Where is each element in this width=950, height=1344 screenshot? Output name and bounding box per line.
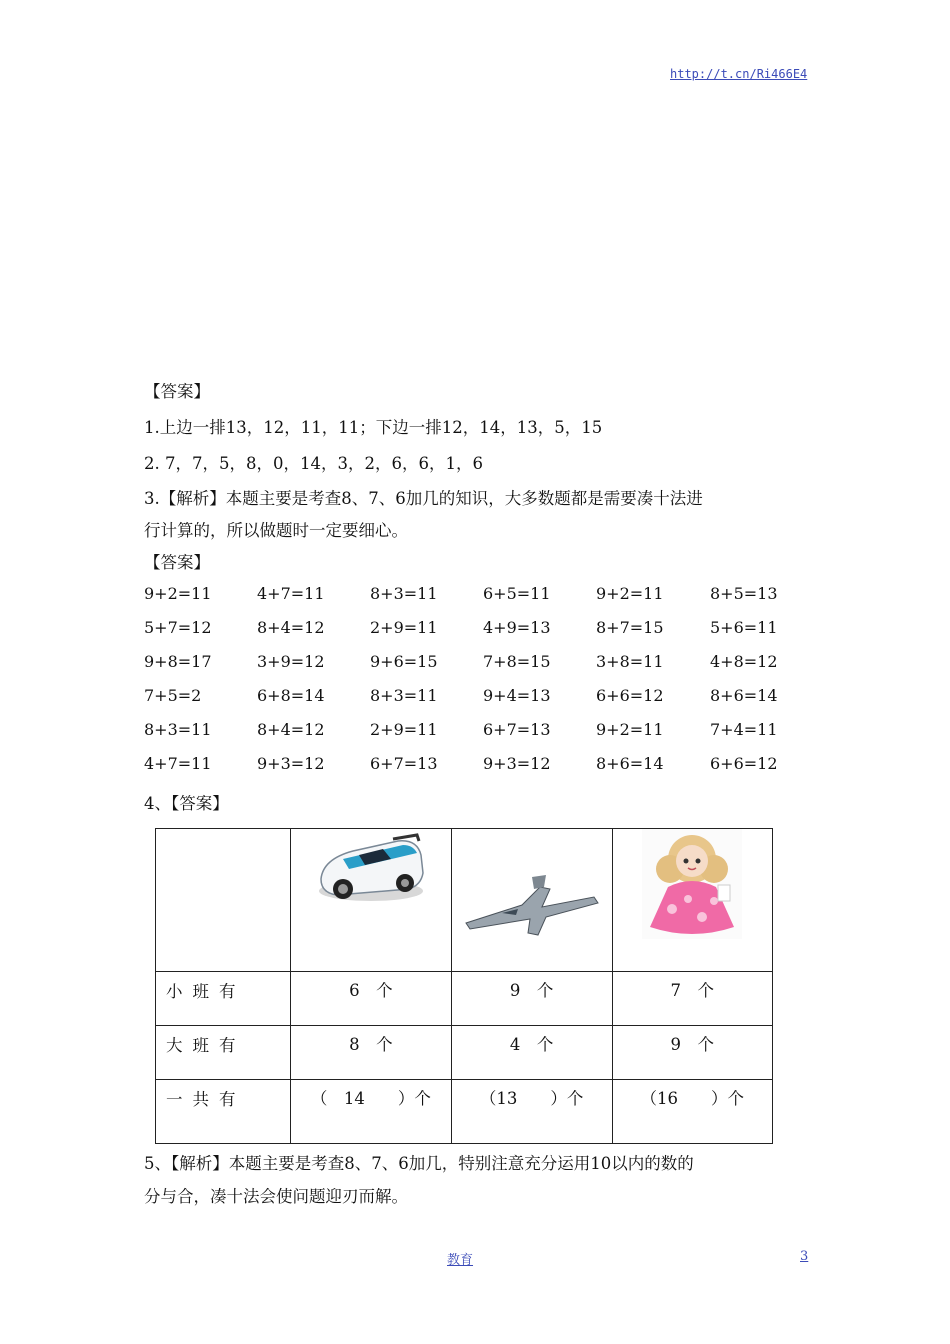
- answer-q5-line2: 分与合，凑十法会使问题迎刃而解。: [144, 1187, 408, 1206]
- equation: 4+7=11: [257, 584, 325, 603]
- row-label: 一共有: [156, 1080, 291, 1144]
- equation: 4+7=11: [144, 754, 212, 773]
- equation: 2+9=11: [370, 720, 438, 739]
- equation: 7+4=11: [710, 720, 778, 739]
- table-image-cell: [291, 829, 452, 972]
- equation-row: [144, 618, 824, 652]
- count-cell: 6 个: [291, 972, 452, 1026]
- equation-row: [144, 652, 824, 686]
- equation: 6+5=11: [483, 584, 551, 603]
- table-corner-cell: [156, 829, 291, 972]
- table-image-cell: [612, 829, 772, 972]
- equation-row: [144, 754, 824, 788]
- total-cell: （ 14 ）个: [291, 1080, 452, 1144]
- equation: 6+7=13: [370, 754, 438, 773]
- count-cell: 4 个: [451, 1026, 612, 1080]
- equation: 8+3=11: [370, 686, 438, 705]
- equation-row: [144, 686, 824, 720]
- equation: 9+2=11: [596, 720, 664, 739]
- equation: 8+5=13: [710, 584, 778, 603]
- equation: 3+9=12: [257, 652, 325, 671]
- equation: 3+8=11: [596, 652, 664, 671]
- equation: 8+3=11: [144, 720, 212, 739]
- equation: 9+2=11: [144, 584, 212, 603]
- equation: 4+9=13: [483, 618, 551, 637]
- answer-q1: 1.上边一排13，12，11，11；下边一排12，14，13，5，15: [144, 418, 603, 437]
- table-header-row: [156, 829, 773, 972]
- count-cell: 8 个: [291, 1026, 452, 1080]
- equation: 6+6=12: [596, 686, 664, 705]
- equation: 8+4=12: [257, 720, 325, 739]
- footer-page-number[interactable]: 3: [800, 1249, 809, 1264]
- fighter-jet-icon: [462, 851, 602, 941]
- equation: 9+3=12: [483, 754, 551, 773]
- answer-heading: 【答案】: [144, 382, 210, 401]
- equation: 9+3=12: [257, 754, 325, 773]
- count-cell: 7 个: [612, 972, 772, 1026]
- equation: 7+8=15: [483, 652, 551, 671]
- count-cell: 9 个: [612, 1026, 772, 1080]
- equation: 8+7=15: [596, 618, 664, 637]
- equation: 8+6=14: [596, 754, 664, 773]
- equation: 9+6=15: [370, 652, 438, 671]
- answer-q4-heading: 4、【答案】: [144, 794, 229, 813]
- race-car-icon: [313, 829, 428, 909]
- equation: 8+4=12: [257, 618, 325, 637]
- row-label: 大班有: [156, 1026, 291, 1080]
- equation: 9+4=13: [483, 686, 551, 705]
- count-cell: 9 个: [451, 972, 612, 1026]
- row-label: 小班有: [156, 972, 291, 1026]
- total-cell: （13 ）个: [451, 1080, 612, 1144]
- total-cell: （16 ）个: [612, 1080, 772, 1144]
- equation: 6+6=12: [710, 754, 778, 773]
- table-image-cell: [451, 829, 612, 972]
- equation: 4+8=12: [710, 652, 778, 671]
- answer-heading-2: 【答案】: [144, 553, 210, 572]
- equation: 9+2=11: [596, 584, 664, 603]
- equation: 6+7=13: [483, 720, 551, 739]
- equation: 8+3=11: [370, 584, 438, 603]
- equation: 5+6=11: [710, 618, 778, 637]
- answer-q2: 2. 7，7，5，8，0，14，3，2，6，6，1，6: [144, 454, 483, 473]
- equation: 6+8=14: [257, 686, 325, 705]
- table-row: [156, 1080, 773, 1144]
- doll-icon: [642, 829, 742, 939]
- header-url-link[interactable]: http://t.cn/Ri466E4: [670, 67, 808, 81]
- footer-center-link[interactable]: 教育: [447, 1253, 474, 1268]
- equation: 7+5=2: [144, 686, 202, 705]
- equation-row: [144, 720, 824, 754]
- equation: 9+8=17: [144, 652, 212, 671]
- equation: 8+6=14: [710, 686, 778, 705]
- toy-count-table: [155, 828, 773, 1144]
- equation-row: [144, 584, 824, 618]
- equation: 2+9=11: [370, 618, 438, 637]
- equation: 5+7=12: [144, 618, 212, 637]
- table-row: [156, 972, 773, 1026]
- answer-q5-line1: 5、【解析】本题主要是考查8、7、6加几，特别注意充分运用10以内的数的: [144, 1154, 694, 1173]
- equation-grid: [144, 584, 824, 788]
- answer-q3-line1: 3.【解析】本题主要是考查8、7、6加几的知识，大多数题都是需要凑十法进: [144, 489, 703, 508]
- answer-q3-line2: 行计算的，所以做题时一定要细心。: [144, 521, 408, 540]
- table-row: [156, 1026, 773, 1080]
